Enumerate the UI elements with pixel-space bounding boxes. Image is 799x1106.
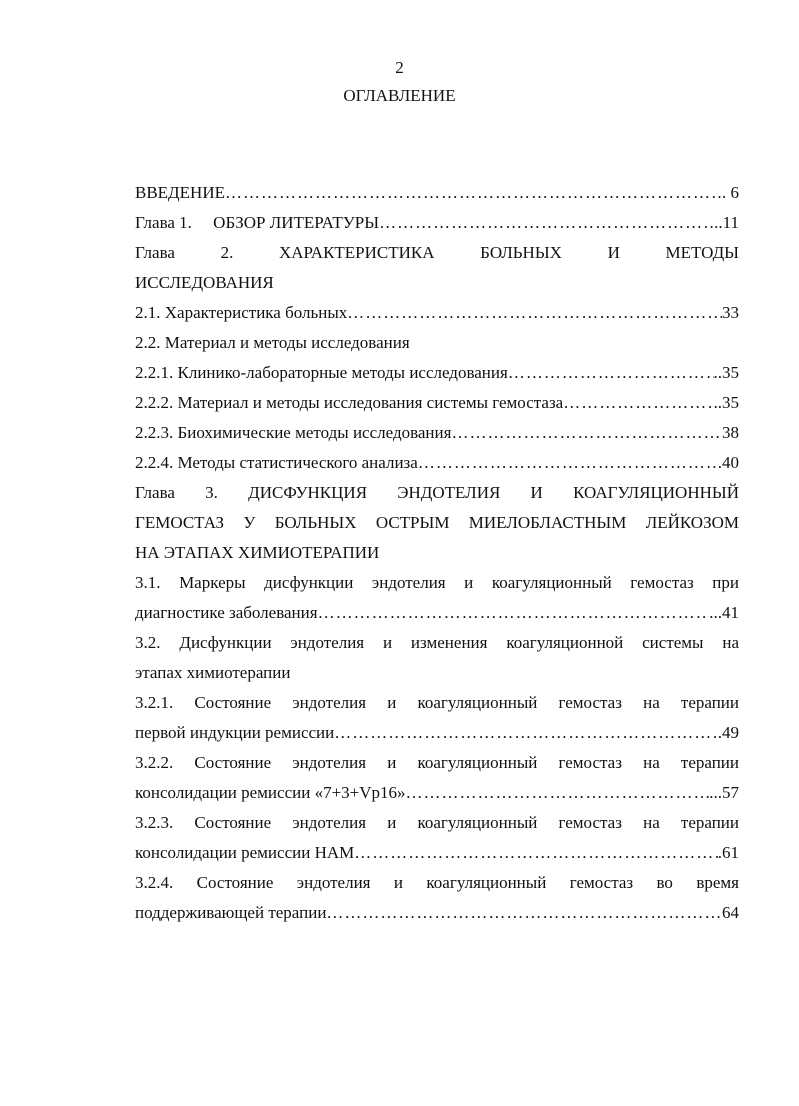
toc-entry-2-2[interactable]: 2.2. Материал и методы исследования	[135, 333, 410, 352]
toc-page-number: .61	[717, 843, 739, 862]
toc-entry-3-2-1-line-1[interactable]: 3.2.1. Состояние эндотелия и коагуляционный гемостаз на терапии	[135, 693, 739, 712]
dot-leader	[451, 418, 722, 448]
toc-page-number: . 6	[722, 183, 739, 202]
toc-page-number: .40	[717, 453, 739, 472]
toc-entry-3-2-3-line-2[interactable]	[135, 838, 739, 868]
toc-entry-text: 2.2.4. Методы статистического анализа	[135, 453, 418, 472]
toc-entry-chapter-2-line-2[interactable]: ИССЛЕДОВАНИЯ	[135, 273, 274, 292]
toc-entry-text: консолидации ремиссии «7+3+Vp16»	[135, 783, 406, 802]
toc-entry-chapter-3-line-1[interactable]: Глава 3. ДИСФУНКЦИЯ ЭНДОТЕЛИЯ И КОАГУЛЯЦИОННЫЙ	[135, 483, 739, 502]
dot-leader	[318, 598, 710, 628]
toc-entry-3-2-4-line-2[interactable]	[135, 898, 739, 928]
toc-entry-3-1-line-2[interactable]	[135, 598, 739, 628]
toc-entry-text: ВВЕДЕНИЕ	[135, 183, 225, 202]
page-number: 2	[395, 58, 404, 77]
dot-leader	[406, 778, 710, 808]
toc-page-number: .35	[717, 393, 739, 412]
toc-entry-3-2-3-line-1[interactable]: 3.2.3. Состояние эндотелия и коагуляционный гемостаз на терапии	[135, 813, 739, 832]
toc-entry-text: 2.1. Характеристика больных	[135, 303, 348, 322]
toc-page-number: 33	[722, 303, 739, 322]
toc-entry-text: 2.2.3. Биохимические методы исследования	[135, 423, 452, 442]
toc-entry-text: диагностике заболевания	[135, 603, 318, 622]
toc-entry-3-2-2-line-1[interactable]: 3.2.2. Состояние эндотелия и коагуляционный гемостаз на терапии	[135, 753, 739, 772]
toc-page-number: ...57	[709, 783, 739, 802]
toc-page-number: ..35	[713, 363, 739, 382]
toc-entry-chapter-1[interactable]	[135, 208, 739, 238]
toc-entry-3-2-line-2[interactable]: этапах химиотерапии	[135, 663, 291, 682]
toc-page-number: 64	[722, 903, 739, 922]
toc-entry-2-2-1[interactable]	[135, 358, 739, 388]
toc-entry-3-1-line-1[interactable]: 3.1. Маркеры дисфункции эндотелия и коагуляционный гемостаз при	[135, 573, 739, 592]
toc-entry-text: поддерживающей терапии	[135, 903, 327, 922]
dot-leader	[347, 298, 722, 328]
dot-leader	[418, 448, 718, 478]
toc-entry-text: консолидации ремиссии HAM	[135, 843, 355, 862]
toc-entry-text: Глава 1. ОБЗОР ЛИТЕРАТУРЫ	[135, 213, 380, 232]
page-title: ОГЛАВЛЕНИЕ	[343, 86, 456, 105]
toc-entry-3-2-line-1[interactable]: 3.2. Дисфункции эндотелия и изменения коагуляционной системы на	[135, 633, 739, 652]
dot-leader	[334, 718, 718, 748]
toc-entry-text: 2.2.1. Клинико-лабораторные методы исследования	[135, 363, 508, 382]
dot-leader	[379, 208, 714, 238]
toc-entry-text: 2.2.2. Материал и методы исследования системы гемостаза	[135, 393, 564, 412]
table-of-contents	[135, 178, 739, 928]
dot-leader	[354, 838, 718, 868]
toc-entry-chapter-3-line-2[interactable]: ГЕМОСТАЗ У БОЛЬНЫХ ОСТРЫМ МИЕЛОБЛАСТНЫМ ЛЕЙКОЗОМ	[135, 513, 739, 532]
toc-entry-3-2-4-line-1[interactable]: 3.2.4. Состояние эндотелия и коагуляционный гемостаз во время	[135, 873, 739, 892]
toc-entry-2-2-3[interactable]	[135, 418, 739, 448]
toc-page-number: ..11	[714, 213, 739, 232]
toc-entry-2-1[interactable]	[135, 298, 739, 328]
toc-entry-chapter-2-line-1[interactable]: Глава 2. ХАРАКТЕРИСТИКА БОЛЬНЫХ И МЕТОДЫ	[135, 243, 739, 262]
toc-entry-intro[interactable]	[135, 178, 739, 208]
toc-entry-3-2-1-line-2[interactable]	[135, 718, 739, 748]
toc-entry-chapter-3-line-3[interactable]: НА ЭТАПАХ ХИМИОТЕРАПИИ	[135, 543, 380, 562]
dot-leader	[563, 388, 718, 418]
toc-page-number: .49	[717, 723, 739, 742]
toc-page-number: 38	[722, 423, 739, 442]
toc-entry-text: первой индукции ремиссии	[135, 723, 335, 742]
toc-entry-2-2-2[interactable]	[135, 388, 739, 418]
dot-leader	[508, 358, 714, 388]
toc-entry-3-2-2-line-2[interactable]	[135, 778, 739, 808]
dot-leader	[326, 898, 722, 928]
dot-leader	[225, 178, 722, 208]
toc-page-number: ...41	[709, 603, 739, 622]
toc-entry-2-2-4[interactable]	[135, 448, 739, 478]
